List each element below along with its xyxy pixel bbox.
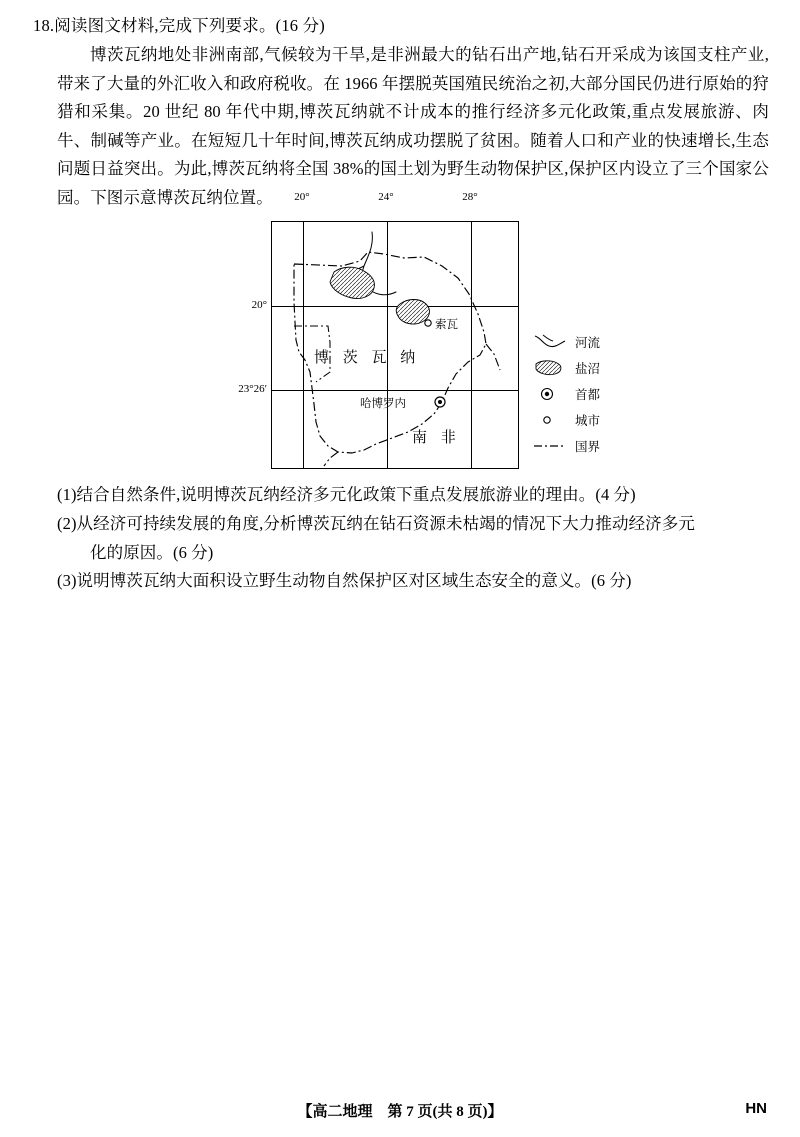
salt-marsh-okavango: [330, 267, 374, 298]
lon-label-28: 28°: [462, 191, 478, 203]
sub-question-2-line1: (2)从经济可持续发展的角度,分析博茨瓦纳在钻石资源未枯竭的情况下大力推动经济多元: [57, 514, 695, 533]
lon-label-24: 24°: [378, 191, 394, 203]
legend-row-river: [533, 329, 613, 355]
legend-row-border: [533, 433, 613, 459]
lon-label-20: 20°: [294, 191, 310, 203]
legend-row-salt-marsh: [533, 355, 613, 381]
legend-label-river: 河流: [575, 336, 601, 350]
lat-label-2326: 23°26′: [238, 383, 267, 395]
legend-row-city: [533, 407, 613, 433]
city-marker-sowa: [425, 320, 431, 326]
page-footer: 【高二地理 第 7 页(共 8 页)】: [297, 1104, 503, 1120]
sub-question-3: (3)说明博茨瓦纳大面积设立野生动物自然保护区对区域生态安全的意义。(6 分): [57, 571, 632, 590]
border-icon: [533, 436, 567, 456]
city-label-sowa: 索瓦: [435, 319, 458, 331]
question-body: 博茨瓦纳地处非洲南部,气候较为干旱,是非洲最大的钻石出产地,钻石开采成为该国支柱产业,带来了大量的外汇收入和政府税收。在 1966 年摆脱英国殖民统治之初,大部分国民仍进行原始的狩猎和采集。20 世纪 80 年代中期,博茨瓦纳就不计成本的推行经济多元化政策,重点发展旅游、肉牛、制碱等产业。在短短几十年时间,博茨瓦纳成功摆脱了贫困。随着人口和产业的快速增长,生态问题日益突出。为此,博茨瓦纳将全国 38%的国土划为野生动物保护区,保护区内设立了三个国家公园。下图示意博茨瓦纳位置。: [57, 45, 769, 207]
salt-marsh-icon: [533, 358, 567, 378]
legend-label-city: 城市: [575, 414, 601, 428]
map-vector-layer: [272, 222, 518, 468]
city-icon: [533, 410, 567, 430]
country-label-south-africa: 南 非: [412, 430, 461, 446]
legend-label-capital: 首都: [575, 388, 601, 402]
map-legend: [533, 329, 613, 459]
river-icon: [533, 332, 567, 352]
legend-label-border: 国界: [575, 440, 601, 454]
legend-row-capital: [533, 381, 613, 407]
country-label-botswana: 博 茨 瓦 纳: [314, 350, 421, 366]
capital-marker-gaborone-dot: [438, 400, 442, 404]
map-figure: [238, 191, 613, 472]
legend-label-salt-marsh: 盐沼: [575, 362, 601, 376]
lat-label-20: 20°: [251, 299, 267, 311]
question-heading-text: 阅读图文材料,完成下列要求。(16 分): [54, 16, 325, 35]
page-footer-code: HN: [745, 1100, 767, 1117]
sub-question-2: [57, 510, 769, 567]
capital-icon: [533, 384, 567, 404]
sub-question-1: (1)结合自然条件,说明博茨瓦纳经济多元化政策下重点发展旅游业的理由。(4 分): [57, 485, 636, 504]
city-label-gaborone: 哈博罗内: [360, 398, 406, 410]
sub-question-2-line2: 化的原因。(6 分): [90, 542, 214, 562]
question-number: 18.: [33, 16, 55, 35]
question-heading: [33, 12, 325, 36]
salt-marsh-makgadikgadi: [396, 300, 429, 325]
map-frame: [271, 221, 519, 469]
